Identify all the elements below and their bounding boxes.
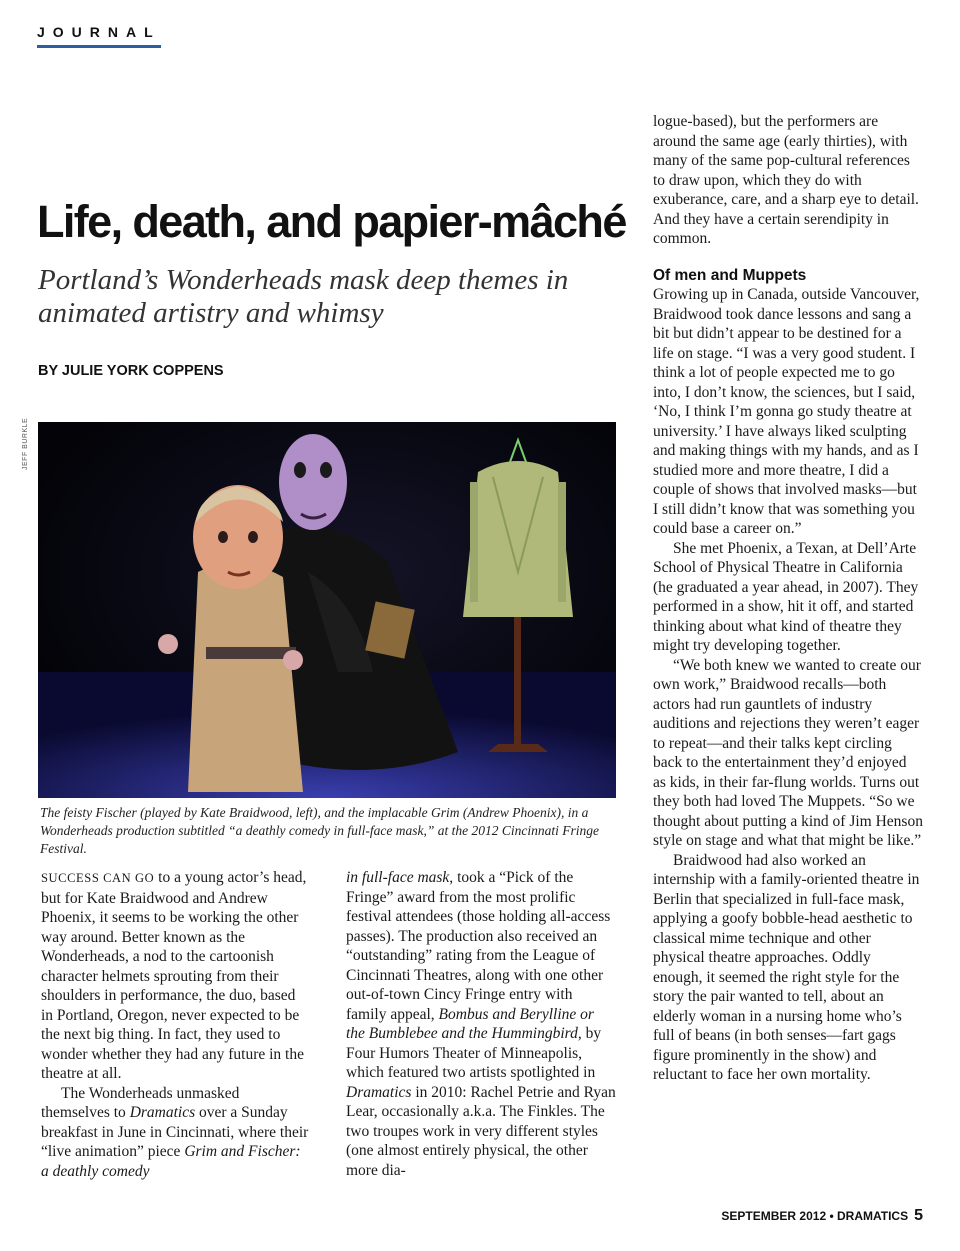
photo-credit: JEFF BURKLE — [22, 417, 29, 470]
paragraph: Braidwood had also worked an internship with a family-oriented theatre in Berlin that specialized in full-face mask, applying a goofy bobble-head aesthetic to classical mime technique and other physical theatre approaches. Oddly enough, it seemed the right style for the story the pair wanted to tell, about an elderly woman in a nursing home who’s full of beans (in both senses—fart gags figure prominently in the show) and reluctant to face her own mortality. — [653, 851, 920, 1083]
article-photo — [38, 422, 616, 798]
photo-caption: The feisty Fischer (played by Kate Braidwood, left), and the implacable Grim (Andrew Phoenix), in a Wonderheads production subtitled “a deathly comedy in full-face mask,” at the 2012 Cincinnati Fringe Festival. — [40, 805, 599, 856]
article-byline: BY JULIE YORK COPPENS — [38, 363, 224, 379]
section-label: JOURNAL — [37, 24, 161, 40]
article-headline: Life, death, and papier-mâché — [37, 196, 626, 247]
paragraph: Growing up in Canada, outside Vancouver, Braidwood took dance lessons and sang a bit but didn’t appear to be destined for a life on stage. “I was a very good student. I think a lot of people expected me to go into, I don’t know, the sciences, but I said, ‘No, I think I’m gonna go study theatre at university.’ I have always liked sculpting and making things with my hands, and as I studied more and more theatre, I did a couple of shows that involved masks—but I still didn’t know that was something you could base a career on.” — [653, 286, 920, 537]
article-deck: Portland’s Wonderheads mask deep themes in animated artistry and whimsy — [38, 264, 569, 329]
body-column-3 — [653, 112, 923, 1085]
paragraph: The Wonderheads unmasked themselves to Dramatics over a Sunday breakfast in June in Cincinnati, where their “live animation” piece Grim and Fischer: a deathly comedy — [41, 1084, 309, 1180]
body-column-2 — [346, 868, 616, 1180]
paragraph: logue-based), but the performers are around the same age (early thirties), with many of the same pop-cultural references to draw upon, which they do with exuberance, care, and a sharp eye to detail. And they have a certain serendipity in common. — [653, 113, 919, 247]
section-subhead: Of men and Muppets — [653, 266, 807, 284]
section-rule — [37, 45, 161, 48]
page-number: 5 — [914, 1207, 923, 1224]
paragraph: SUCCESS CAN GO to a young actor’s head, but for Kate Braidwood and Andrew Phoenix, it seems to be working the other way around. Better known as the Wonderheads, a nod to the cartoonish character helmets sprouting from their shoulders in performance, the duo, based in Portland, Oregon, never expected to be the next big thing. In fact, they used to wonder whether they had any future in the theatre at all. — [41, 869, 307, 1082]
paragraph: “We both knew we wanted to create our own work,” Braidwood recalls—both actors had run gauntlets of industry auditions and rejections they weren’t eager to repeat—and their talks kept circling back to the entertainment they’d enjoyed as kids, in their far-flung worlds. Turns out they both had loved The Muppets. “So we thought about putting a kind of Jim Henson style on stage and what that might be like.” — [653, 656, 923, 849]
body-column-1 — [41, 868, 311, 1181]
page-footer — [721, 1207, 923, 1225]
lead-in: SUCCESS CAN GO — [41, 871, 155, 885]
issue-label: SEPTEMBER 2012 • DRAMATICS — [721, 1209, 909, 1223]
paragraph: in full-face mask, took a “Pick of the Fringe” award from the most prolific festival attendees (those holding all-access passes). The production also received an “outstanding” rating from the League of Cincinnati Theatres, along with one other out-of-town Cincy Fringe entry with family appeal, Bombus and Berylline or the Bumblebee and the Hummingbird, by Four Humors Theater of Minneapolis, which featured two artists spotlighted in Dramatics in 2010: Rachel Petrie and Ryan Lear, occasionally a.k.a. The Finkles. The two troupes work in very different styles (one almost entirely physical, the other more dia- — [346, 869, 616, 1179]
paragraph: She met Phoenix, a Texan, at Dell’Arte School of Physical Theatre in California (he graduated a year ahead, in 2007). They performed in a show, hit it off, and started thinking about what kind of theatre they might try developing together. — [653, 539, 919, 654]
